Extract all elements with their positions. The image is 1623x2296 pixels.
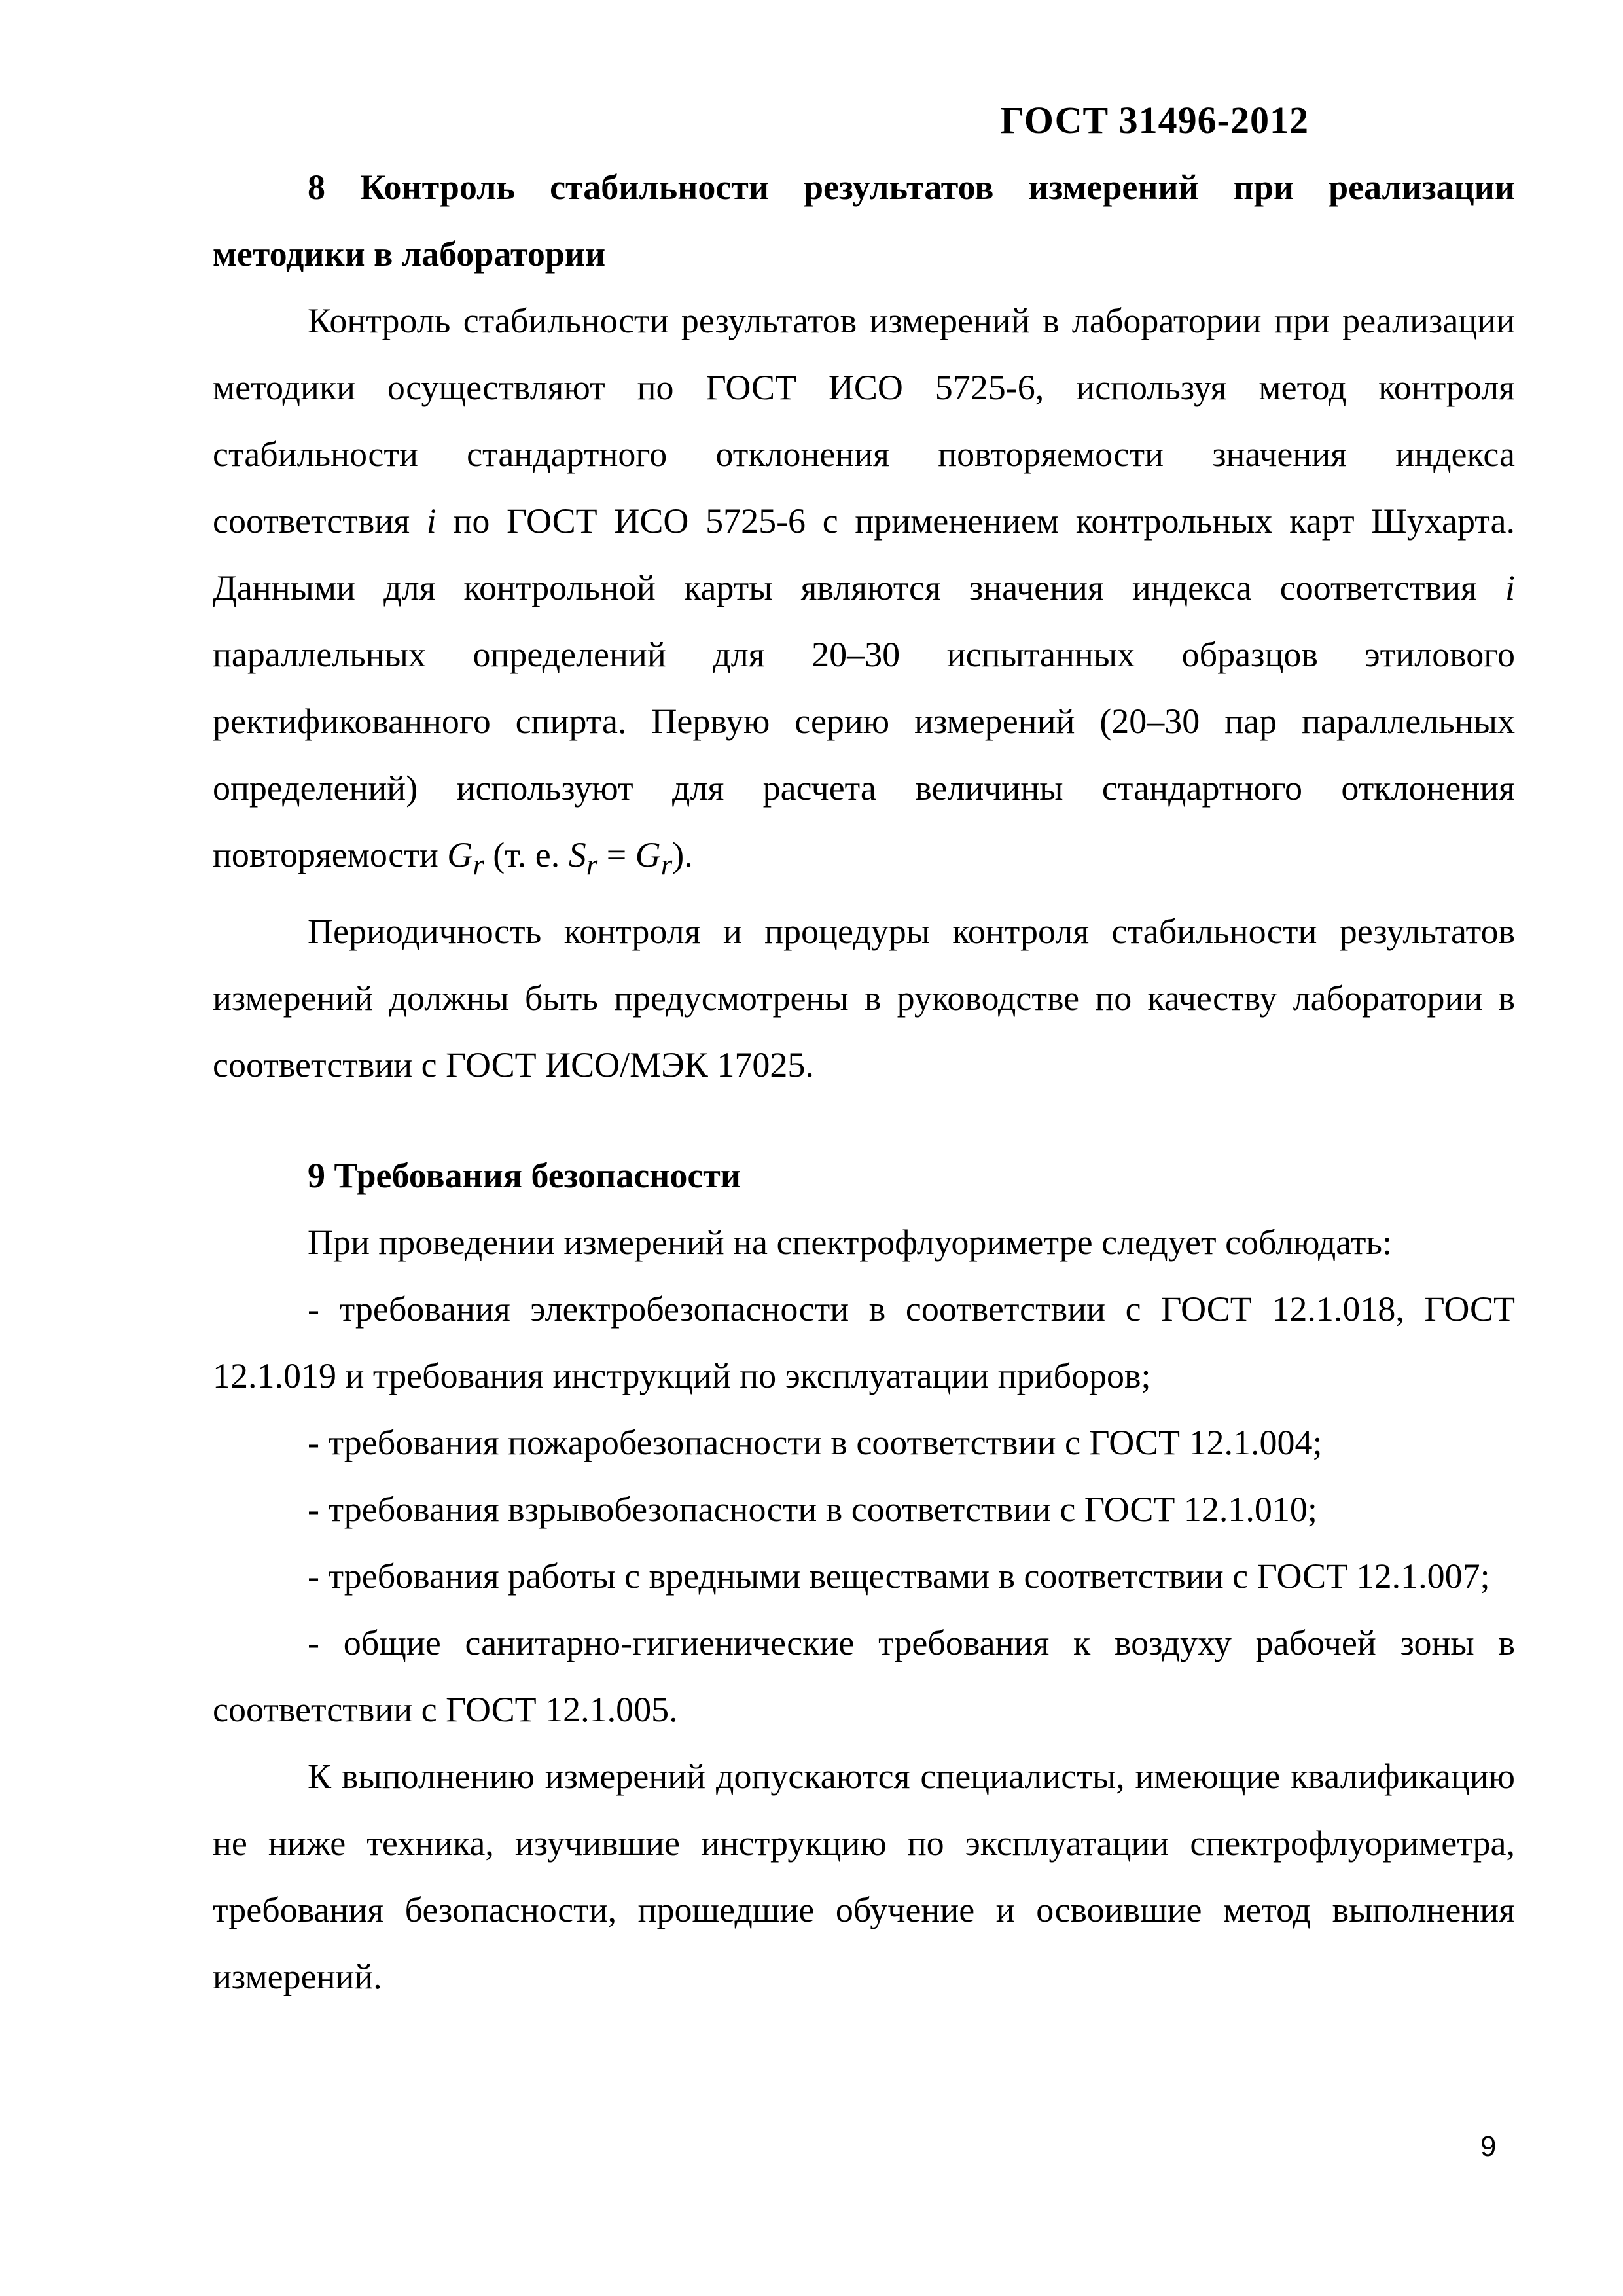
list-item: - общие санитарно-гигиенические требования к воздуху рабочей зоны в соответствии с ГОСТ 12.1.005. [213, 1623, 1515, 1729]
list-item: - требования пожаробезопасности в соответствии с ГОСТ 12.1.004; [308, 1423, 1323, 1462]
page-number: 9 [1480, 2130, 1497, 2162]
subscript-r: r [473, 848, 484, 881]
section-8-paragraph-1 [213, 287, 1515, 898]
variable-s: S [568, 835, 586, 874]
list-item: - требования электробезопасности в соответствии с ГОСТ 12.1.018, ГОСТ 12.1.019 и требования инструкций по эксплуатации приборов; [213, 1289, 1515, 1395]
subscript-r: r [586, 848, 598, 881]
list-item: - требования работы с вредными веществами в соответствии с ГОСТ 12.1.007; [308, 1556, 1490, 1596]
text-run: Контроль стабильности результатов измерений в лаборатории при реализации методики осуществляют по ГОСТ ИСО 5725-6, используя метод контроля стабильности стандартного отклонения повторяемости значения индекса соответствия [213, 301, 1515, 541]
text-run: ). [672, 835, 693, 874]
section-8 [213, 154, 1515, 1098]
section-9-heading: 9 Требования безопасности [308, 1156, 741, 1195]
variable-i: i [1505, 568, 1515, 607]
section-8-heading: 8 Контроль стабильности результатов измерений при реализации методики в лаборатории [213, 168, 1515, 274]
standard-header: ГОСТ 31496-2012 [1000, 99, 1309, 141]
variable-g: G [635, 835, 661, 874]
variable-i: i [426, 501, 437, 541]
text-run: (т. е. [484, 835, 569, 874]
section-9-intro: При проведении измерений на спектрофлуориметре следует соблюдать: [308, 1223, 1393, 1262]
text-run: параллельных определений для 20–30 испытанных образцов этилового ректификованного спирта. Первую серию измерений (20–30 пар параллельных определений) используют для расчета величины стандартного отклонения повторяемости [213, 635, 1515, 874]
subscript-r: r [660, 848, 673, 881]
text-run: = [597, 835, 635, 874]
list-item: - требования взрывобезопасности в соответствии с ГОСТ 12.1.010; [308, 1490, 1317, 1529]
section-9-final-paragraph: К выполнению измерений допускаются специалисты, имеющие квалификацию не ниже техника, изучившие инструкцию по эксплуатации спектрофлуориметра, требования безопасности, прошедшие обучение и освоившие метод выполнения измерений. [213, 1757, 1515, 1996]
section-8-paragraph-2: Периодичность контроля и процедуры контроля стабильности результатов измерений должны быть предусмотрены в руководстве по качеству лаборатории в соответствии с ГОСТ ИСО/МЭК 17025. [213, 911, 1515, 1085]
section-9 [213, 1142, 1515, 2010]
text-run: по ГОСТ ИСО 5725-6 с применением контрольных карт Шухарта. Данными для контрольной карты являются значения индекса соответствия [213, 501, 1516, 607]
variable-g: G [447, 835, 473, 874]
